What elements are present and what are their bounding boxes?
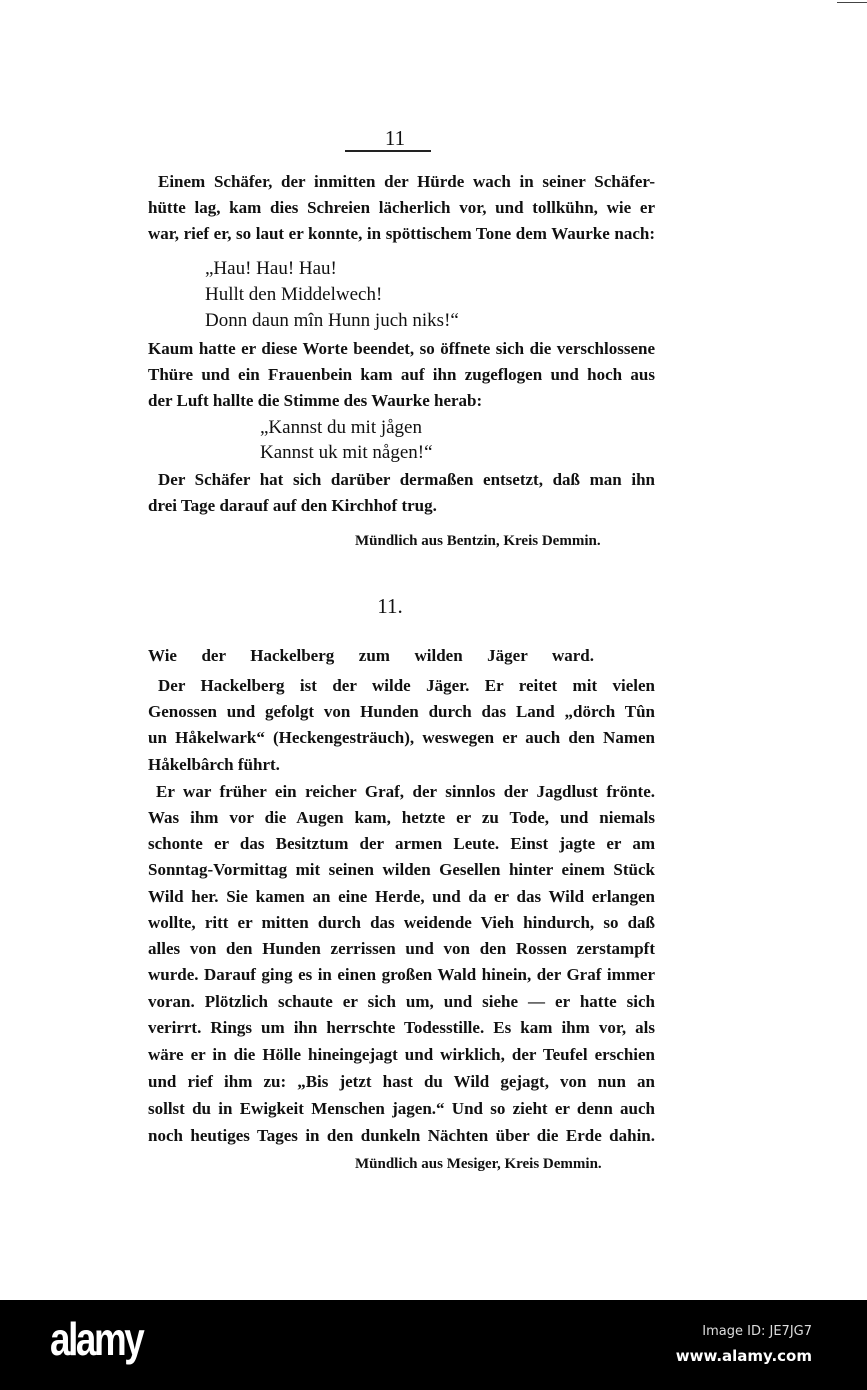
alamy-logo: alamy <box>50 1313 143 1365</box>
scan-edge-line <box>837 2 867 3</box>
text-line: schonte er das Besitztum der armen Leute. Einst jagte er am <box>148 834 655 853</box>
text-line: alles von den Hunden zerrissen und von den Rossen zerstampft <box>148 939 655 958</box>
text-line: verirrt. Rings um ihn herrschte Todesstille. Es kam ihm vor, als <box>148 1018 655 1037</box>
text-line: voran. Plötzlich schaute er sich um, und siehe — er hatte sich <box>148 992 655 1011</box>
source-attribution: Mündlich aus Bentzin, Kreis Demmin. <box>355 533 601 549</box>
text-line: wollte, ritt er mitten durch das weidende Vieh hindurch, so daß <box>148 913 655 932</box>
text-line: Kaum hatte er diese Worte beendet, so öffnete sich die verschlossene <box>148 339 655 358</box>
section-title: Wie der Hackelberg zum wilden Jäger ward. <box>148 646 594 665</box>
text-line: und rief ihm zu: „Bis jetzt hast du Wild gejagt, von nun an <box>148 1072 655 1091</box>
text-line: drei Tage darauf auf den Kirchhof trug. <box>148 496 437 515</box>
verse-line: „Kannst du mit jågen <box>260 417 422 438</box>
verse-line: Hullt den Middelwech! <box>205 284 383 305</box>
text-line: sollst du in Ewigkeit Menschen jagen.“ Und so zieht er denn auch <box>148 1099 655 1118</box>
verse-line: Kannst uk mit någen!“ <box>260 442 433 463</box>
header-rule <box>345 150 431 152</box>
text-line: wurde. Darauf ging es in einen großen Wald hinein, der Graf immer <box>148 965 655 984</box>
text-line: Er war früher ein reicher Graf, der sinnlos der Jagdlust frönte. <box>156 782 655 801</box>
text-line: Genossen und gefolgt von Hunden durch das Land „dörch Tûn <box>148 702 655 721</box>
text-line: Wild her. Sie kamen an eine Herde, und da er das Wild erlangen <box>148 887 655 906</box>
page-number: 11 <box>384 126 406 150</box>
source-attribution: Mündlich aus Mesiger, Kreis Demmin. <box>355 1156 602 1172</box>
site-url: www.alamy.com <box>675 1347 812 1365</box>
text-line: war, rief er, so laut er konnte, in spöttischem Tone dem Waurke nach: <box>148 224 655 243</box>
text-line: un Håkelwark“ (Heckengesträuch), weswegen er auch den Namen <box>148 728 655 747</box>
text-line: Håkelbârch führt. <box>148 755 280 774</box>
verse-line: Donn daun mîn Hunn juch niks!“ <box>205 310 459 331</box>
text-line: noch heutiges Tages in den dunkeln Nächten über die Erde dahin. <box>148 1126 655 1145</box>
text-line: Sonntag-Vormittag mit seinen wilden Gesellen hinter einem Stück <box>148 860 655 879</box>
text-line: Einem Schäfer, der inmitten der Hürde wach in seiner Schäfer- <box>158 172 655 191</box>
text-line: wäre er in die Hölle hineingejagt und wirklich, der Teufel erschien <box>148 1045 655 1064</box>
text-line: der Luft hallte die Stimme des Waurke herab: <box>148 391 483 410</box>
text-line: Thüre und ein Frauenbein kam auf ihn zugeflogen und hoch aus <box>148 365 655 384</box>
text-line: Der Schäfer hat sich darüber dermaßen entsetzt, daß man ihn <box>158 470 655 489</box>
text-line: hütte lag, kam dies Schreien lächerlich vor, und tollkühn, wie er <box>148 198 655 217</box>
verse-line: „Hau! Hau! Hau! <box>205 258 337 279</box>
image-id: Image ID: JE7JG7 <box>702 1324 812 1339</box>
text-line: Der Hackelberg ist der wilde Jäger. Er reitet mit vielen <box>158 676 655 695</box>
watermark-bar <box>0 1300 867 1390</box>
section-number: 11. <box>377 594 403 618</box>
text-line: Was ihm vor die Augen kam, hetzte er zu Tode, und niemals <box>148 808 655 827</box>
